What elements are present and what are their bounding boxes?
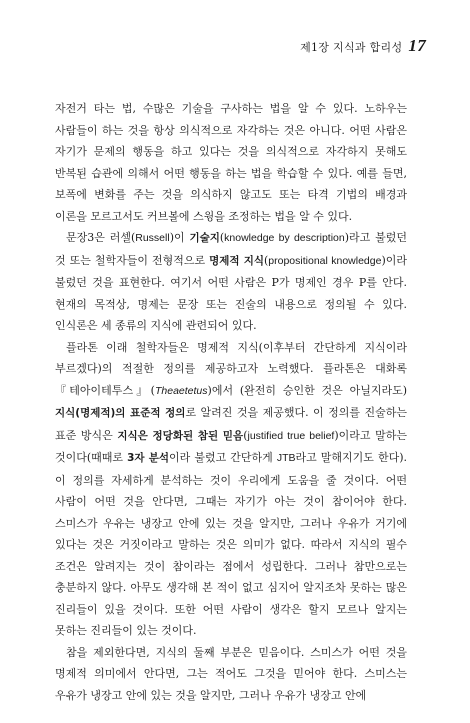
paragraph-text: 이라 불렸고 간단하게 <box>169 451 277 464</box>
paragraph-text: 자전거 타는 법, 수많은 기술을 구사하는 법을 알 수 있다. 노하우는 사람들이 하는 것을 항상 의식적으로 자각하는 것은 아니다. 어떤 사람은 자기가 문제의 행동을 하고 있다는 것을 의식적으로 자각하지 못해도 반복된 습관에 의해서 어떤 행동을 하는 법을 학습할 수 있다. 예를 들면, 보폭에 변화를 주는 것을 의식하지 않고도 또는 타격 기법의 배경과 이론을 모르고서도 커브볼에 스윙을 조정하는 법을 알 수 있다. <box>55 102 407 223</box>
bold-term: 기술지 <box>189 232 220 244</box>
latin-term: Russell <box>135 232 170 244</box>
paragraph-text: 로 알려진 것을 제공했다. 이 정의를 진술하는 표준 방식은 <box>55 406 408 442</box>
latin-term: JTB <box>276 452 296 464</box>
paragraph-text: 문장3은 러셀( <box>66 231 136 244</box>
italic-term: Theaetetus <box>154 384 208 397</box>
paragraph-text: 참을 제외한다면, 지식의 둘째 부분은 믿음이다. 스미스가 어떤 것을 명제적 의미에서 안다면, 그는 적어도 그것을 믿어야 한다. 스미스는 우유가 냉장고 안에 있는 것을 알지만, 그러나 우유가 냉장고 안에 <box>55 645 407 702</box>
paragraph-text: )이라 불렀던 것을 표현한다. 여기서 어떤 사람은 P가 명제인 경우 P를 안다. 현재의 목적상, 명제는 문장 또는 진술의 내용으로 정의될 수 있다. 인식론은 세 종류의 지식에 관련되어 있다. <box>55 253 408 332</box>
body-text <box>55 98 407 706</box>
paragraph <box>55 642 407 707</box>
paragraph <box>55 98 407 227</box>
paragraph-text: ( <box>243 428 248 442</box>
paragraph-text: )에서 (완전히 승인한 것은 아닐지라도) <box>207 383 408 397</box>
paragraph-text: )이 <box>169 231 190 244</box>
bold-term: 지식은 정당화된 참된 믿음 <box>117 429 244 442</box>
page-number: 17 <box>408 36 426 55</box>
latin-term: justified true belief <box>247 429 335 442</box>
paragraph <box>55 227 407 337</box>
paragraph-text: ( <box>219 231 225 244</box>
paragraph-text: 플라톤 이래 철학자들은 명제적 지식(이후부터 간단하게 지식이라 부르겠다)의 적절한 정의를 제공하고자 노력했다. 플라톤은 대화록 『테아이테투스』( <box>55 340 407 397</box>
paragraph-text: ( <box>264 253 269 267</box>
running-header <box>300 36 426 56</box>
bold-term: 3자 분석 <box>127 452 170 464</box>
latin-term: propositional knowledge <box>268 254 382 267</box>
latin-term: knowledge by description <box>224 232 345 244</box>
paragraph <box>55 337 407 642</box>
chapter-label: 제1장 지식과 합리성 <box>300 41 403 54</box>
bold-term: 지식(명제적)의 표준적 정의 <box>55 407 186 419</box>
paragraph-text: )이라고 말하는 것이다(때때로 <box>55 428 407 464</box>
paragraph-text: 라고 말해지기도 한다). 이 정의를 자세하게 분석하는 것이 우리에게 도움을 줄 것이다. 어떤 사람이 어떤 것을 안다면, 그때는 자기가 아는 것이 참이어야 한다. 스미스가 우유는 냉장고 안에 있는 것을 알지만, 그러나 우유가 거기에 있다는 것은 거짓이라고 말하는 것은 의미가 없다. 따라서 지식의 필수 조건은 알려지는 것이 참이라는 점에서 성립한다. 그러나 참만으로는 충분하지 않다. 아무도 생각해 본 적이 없고 심지어 알지조차 못하는 많은 진리들이 있을 것이다. 또한 어떤 사람이 생각은 할지 모르나 알지는 못하는 진리들이 있는 것이다. <box>55 451 408 637</box>
bold-term: 명제적 지식 <box>209 254 264 267</box>
paragraph-text: )라고 불렀던 것 또는 철학자들이 전형적으로 <box>55 231 407 267</box>
